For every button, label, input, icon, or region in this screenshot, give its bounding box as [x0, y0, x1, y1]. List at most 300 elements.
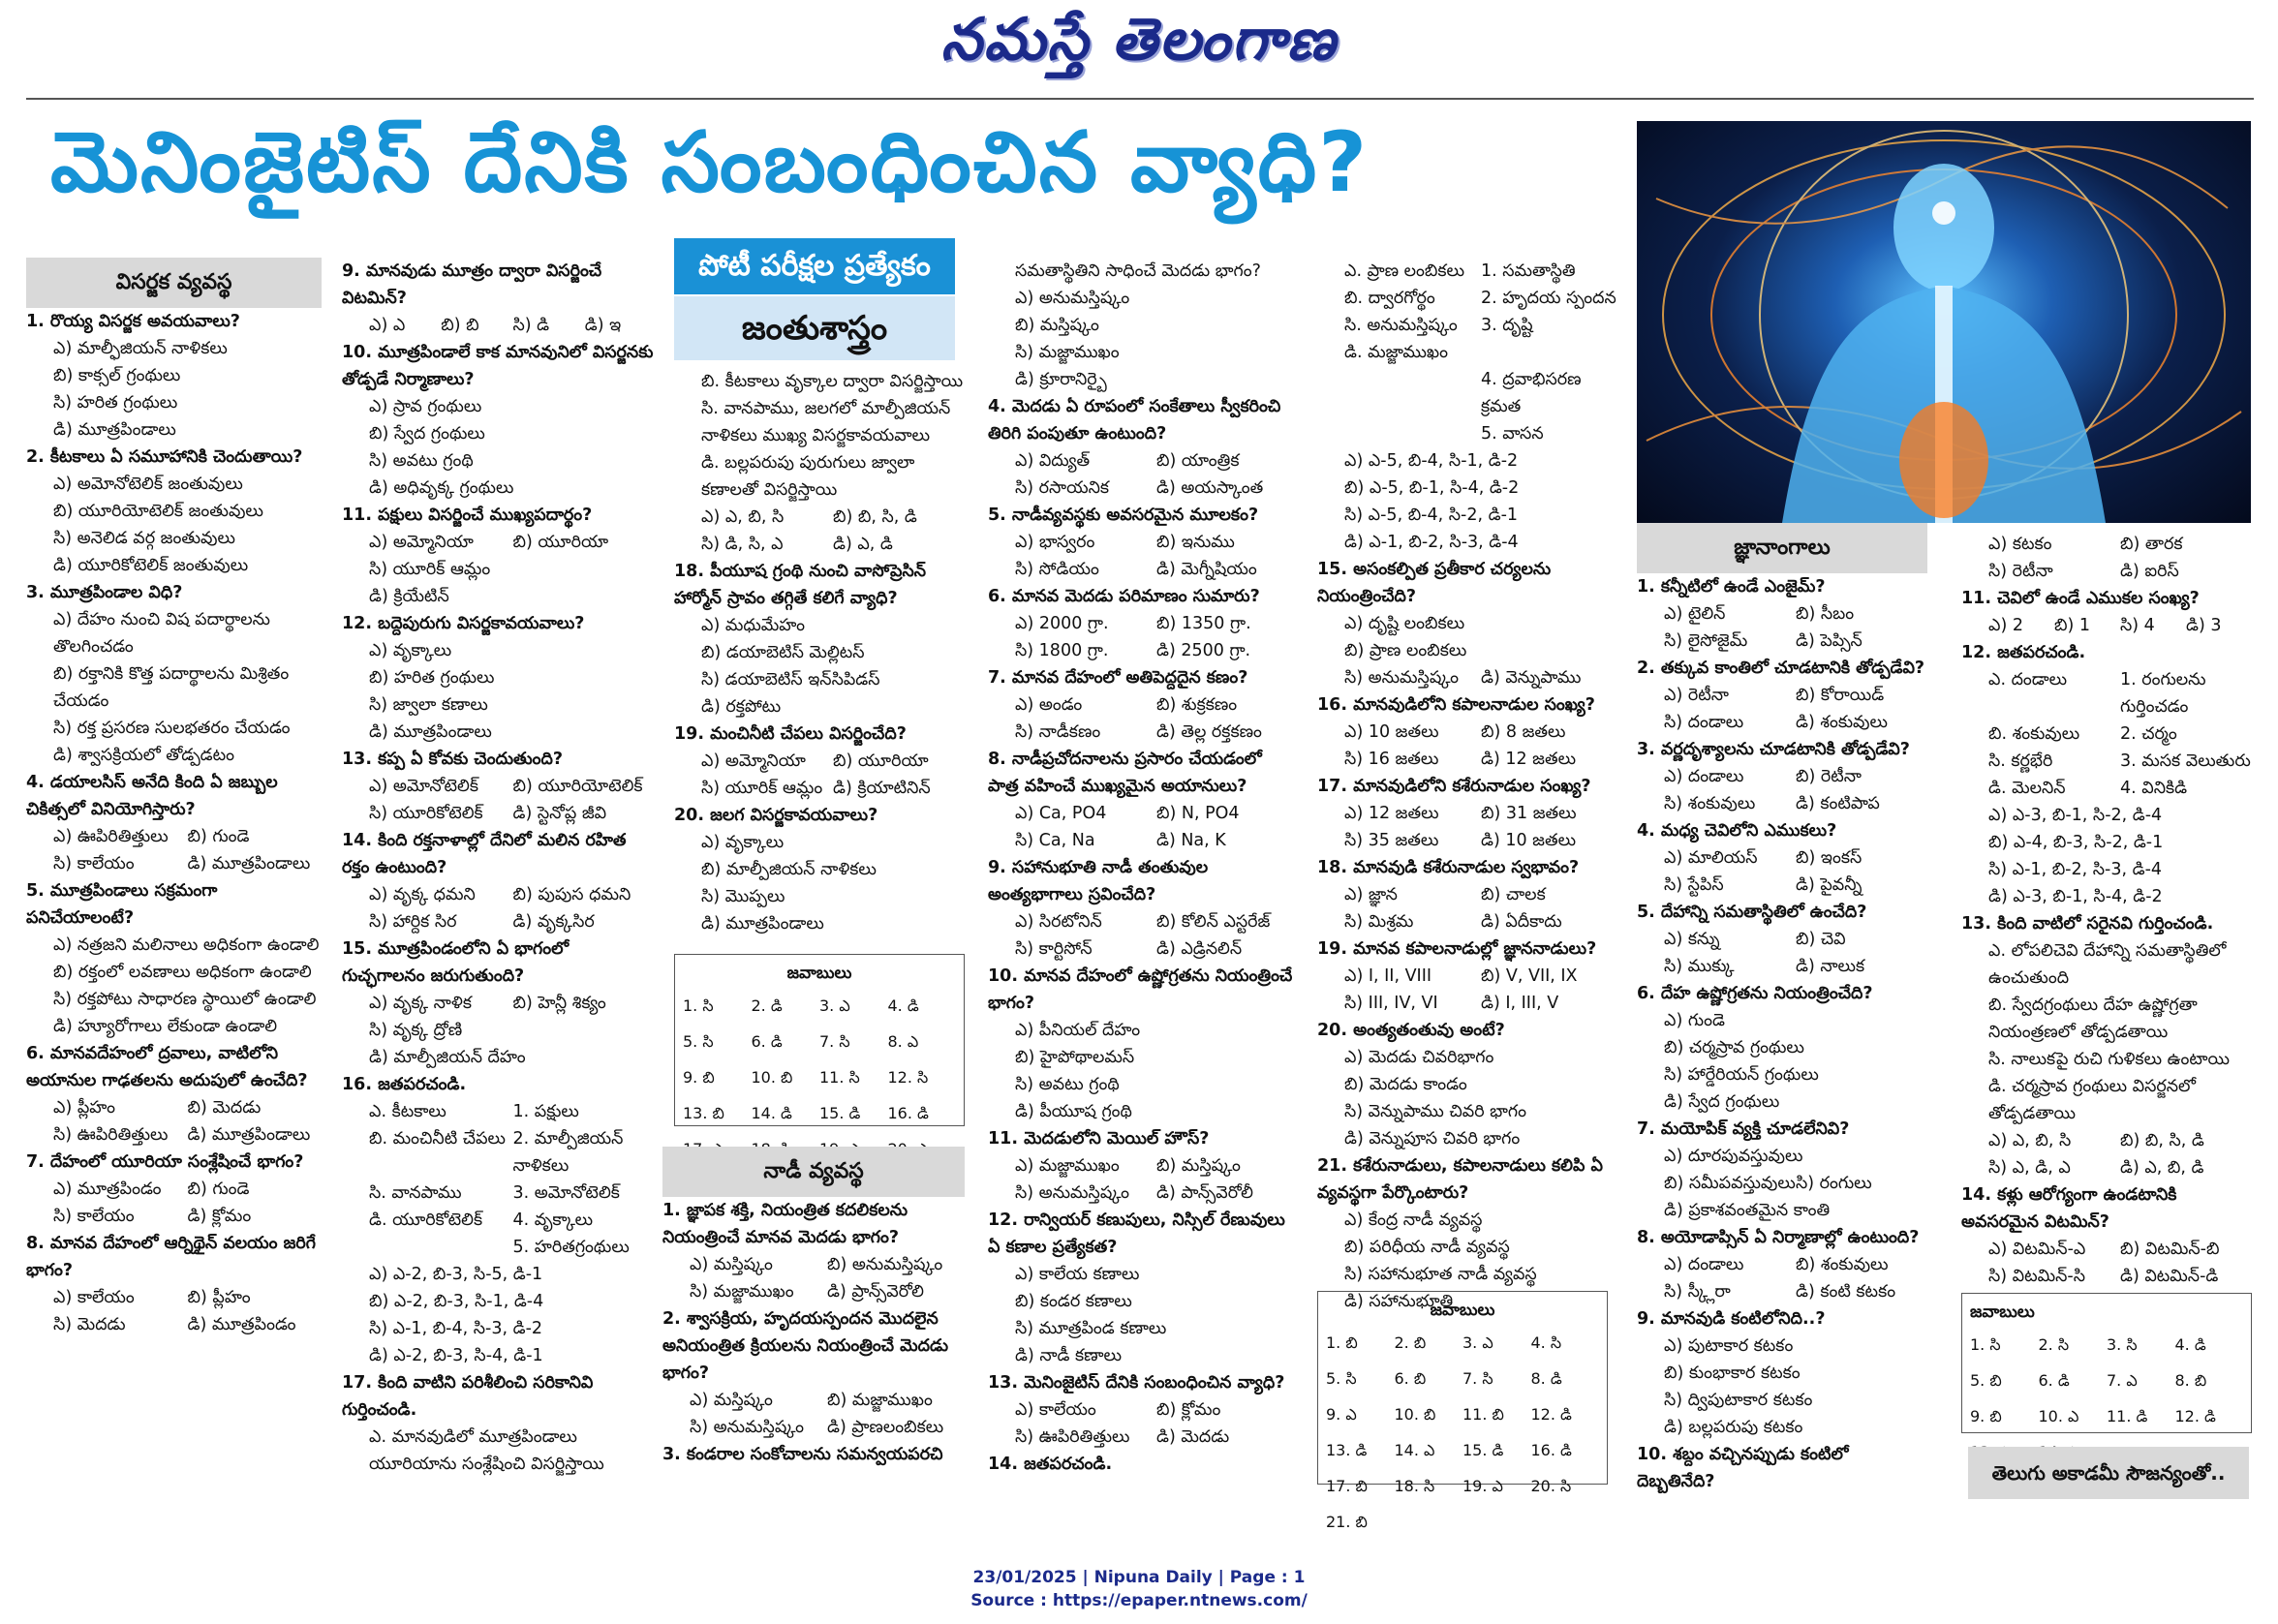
section-title-nervous: నాడీ వ్యవస్థ	[662, 1147, 965, 1197]
option: బి) రెటీనా	[1796, 767, 1862, 786]
option: డి) ఎ-2, బి-3, సి-4, డి-1	[369, 1346, 543, 1365]
option: డి) ప్రకాశవంతమైన కాంతి	[1664, 1201, 1831, 1220]
answer-item: 16. డి	[887, 1104, 929, 1122]
answer-item: 3. ఎ	[819, 996, 850, 1015]
option: డి) 10 జతలు	[1481, 831, 1577, 850]
option: బి) సీబం	[1796, 604, 1855, 624]
excretion-questions-part2	[342, 258, 657, 1478]
option: ఎ) నత్రజని మలినాలు అధికంగా ఉండాలి	[53, 935, 320, 955]
option: బి) కోలిన్ ఎస్టరేజ్	[1156, 912, 1271, 932]
question: 10. శబ్దం వచ్చినప్పుడు కంటిలో దెబ్బతినేది?	[1637, 1445, 1849, 1491]
column-3-bottom	[662, 1147, 965, 1468]
question: 20. అంత్యతంతువు అంటే?	[1317, 1021, 1505, 1040]
option-row	[988, 447, 1298, 475]
option: డి) Na, K	[1156, 831, 1226, 850]
answer-item: 4. సి	[1530, 1333, 1562, 1352]
option-row	[1961, 612, 2252, 639]
option: డి) వృక్కసిర	[512, 912, 595, 932]
question: 11. చెవిలో ఉండే ఎముకల సంఖ్య?	[1961, 589, 2200, 608]
option: సి) రక్తపోటు సాధారణ స్థాయిలో ఉండాలి	[53, 990, 317, 1009]
option-row	[662, 1387, 965, 1414]
option: ఎ) మధుమేహం	[701, 616, 806, 635]
option: డి) అధివృక్క గ్రంథులు	[369, 478, 514, 498]
question: 16. జతపరచండి.	[342, 1075, 467, 1094]
option-row	[1961, 1154, 2252, 1181]
question: 2. కీటకాలు ఏ సమూహానికి చెందుతాయి?	[26, 447, 303, 467]
option: సి) విటమిన్-సి	[1988, 1267, 2086, 1286]
answers-box-excretion	[674, 954, 965, 1126]
option: ఎ) దూరపువస్తువులు	[1664, 1147, 1803, 1166]
option: సి) ఊపిరితిత్తులు	[1015, 1427, 1130, 1447]
option-row	[342, 1180, 657, 1207]
option: డి) ఎ, డి	[833, 535, 893, 554]
option: డి) వెన్నుపూస చివరి భాగం	[1344, 1129, 1521, 1149]
option-row	[1317, 800, 1617, 827]
option: బి) యాంత్రిక	[1156, 451, 1240, 471]
option: డి) మూత్రపిండాలు	[701, 914, 824, 934]
option-row	[342, 773, 657, 800]
option: డి) మూత్రపిండాలు	[187, 1125, 311, 1145]
option: ఎ) ఎ	[369, 316, 406, 335]
excretion-questions-part1	[26, 308, 322, 1338]
option-row	[1317, 908, 1617, 935]
option: సి) అనెలిడ వర్గ జంతువులు	[53, 529, 235, 548]
option-row	[1317, 285, 1617, 312]
option: డి) ఇ	[584, 316, 622, 335]
option-row	[1317, 366, 1617, 420]
question: 4. మెదడు ఏ రూపంలో సంకేతాలు స్వీకరించి తిరిగి పంపుతూ ఉంటుంది?	[988, 397, 1281, 444]
option: ఎ) జ్ఞాన	[1344, 885, 1398, 904]
column-1	[26, 258, 322, 1338]
answer-item: 14. డి	[751, 1104, 792, 1122]
option: 2. మాల్పీజియన్ నాళికలు	[512, 1129, 624, 1176]
option: బి. శంకువులు	[1988, 724, 2080, 744]
answer-item: 9. ఎ	[1326, 1405, 1357, 1424]
option: సి) లైసోజైమ్	[1664, 631, 1748, 651]
option: ఎ) విద్యుత్	[1015, 451, 1091, 471]
option: ఎ) దండాలు	[1664, 767, 1744, 786]
option-row	[342, 800, 657, 827]
hero-illustration	[1637, 121, 2251, 523]
option: బి) ఎ-4, బి-3, సి-2, డి-1	[1988, 833, 2164, 852]
option: ఎ. ప్రాణ లంబికలు	[1344, 261, 1464, 281]
answers-grid	[1326, 1325, 1599, 1540]
option: బి) ప్రాణ లంబికలు	[1344, 641, 1467, 660]
option	[1344, 420, 1481, 447]
question: 21. కశేరునాడులు, కపాలనాడులు కలిపి ఏ వ్యవస్థగా పేర్కొంటారు?	[1317, 1156, 1603, 1203]
option-row	[1637, 926, 1927, 953]
option: సి) ఊపిరితిత్తులు	[53, 1125, 169, 1145]
option: సి) డి	[512, 316, 550, 335]
option: డి) మూత్రపిండాలు	[369, 722, 492, 742]
option-row	[1637, 1278, 1927, 1305]
option-row	[342, 881, 657, 908]
option: డి) క్లోమం	[187, 1207, 252, 1226]
option: 4. ద్రవాభిసరణ క్రమత	[1481, 370, 1582, 416]
option: సి) డయాబెటిస్ ఇన్‌సిపిడస్	[701, 670, 880, 689]
option-row	[988, 691, 1298, 719]
option: సి) యూరిక్ ఆమ్లం	[701, 779, 823, 798]
option: ఎ) పుటాకార కటకం	[1664, 1336, 1794, 1356]
option: డి) స్టెనోప్ల జీవి	[512, 804, 607, 823]
option: డి) కంటిపాప	[1796, 794, 1880, 813]
option-row	[1317, 420, 1617, 447]
option: సి) వెన్నుపాము చివరి భాగం	[1344, 1102, 1526, 1121]
option: బి) మస్తిష్కం	[1015, 316, 1099, 335]
question: 15. అసంకల్పిత ప్రతీకార చర్యలను నియంత్రించేది?	[1317, 560, 1552, 606]
answers-box-senses	[1961, 1293, 2252, 1433]
option: బి) మాల్పీజియన్ నాళికలు	[701, 860, 877, 879]
option: సి) ఎ-5, బి-4, సి-2, డి-1	[1344, 506, 1519, 525]
option: బి) మెదడు	[187, 1098, 262, 1118]
option-row	[988, 719, 1298, 746]
option: బి) 1350 గ్రా.	[1156, 614, 1251, 633]
option: డి. బల్లపరుపు పురుగులు జ్వాలా కణాలతో విసర్జిస్తాయి	[701, 453, 915, 500]
option: ఎ. మానవుడిలో మూత్రపిండాలు యూరియాను సంశ్లేషించి విసర్జిస్తాయి	[369, 1427, 604, 1474]
option: డి) ప్రాన్స్‌వెరోలి	[827, 1282, 924, 1302]
answer-item: 5. సి	[1326, 1369, 1357, 1388]
option: డి) రక్తపోటు	[701, 697, 782, 717]
option: ఎ) అమోనోటెలిక్ జంతువులు	[53, 475, 243, 494]
option: సమతాస్థితిని సాధించే మెదడు భాగం?	[1015, 261, 1261, 281]
option-row	[1317, 312, 1617, 339]
option: బి) బి, సి, డి	[833, 507, 917, 527]
option: సి. కర్ణభేరి	[1988, 751, 2053, 771]
option: ఎ) ఎ-2, బి-3, సి-5, డి-1	[369, 1265, 543, 1284]
option-row	[1317, 963, 1617, 990]
option: సి) డి, సి, ఎ	[701, 535, 784, 554]
option: డి) ప్రాణలంబికలు	[827, 1418, 944, 1437]
option: ఎ) విటమిన్-ఎ	[1988, 1240, 2086, 1259]
option: డి) అయస్కాంత	[1156, 478, 1264, 498]
option: డి) సహానుభూతి	[1344, 1292, 1454, 1311]
answer-item: 8. ఎ	[887, 1032, 919, 1051]
option: డి) ఎడ్రినలిన్	[1156, 939, 1243, 959]
question: 13. కింది వాటిలో సరైనవి గుర్తించండి.	[1961, 914, 2214, 934]
answers-box-nervous	[1317, 1291, 1608, 1531]
option: ఎ) అమ్మోనియా	[369, 533, 474, 552]
option: ఎ) టైలిన్	[1664, 604, 1726, 624]
option: డి) క్రియేటిన్	[369, 587, 449, 606]
option: డి) నాడీ కణాలు	[1015, 1346, 1123, 1365]
option: ఎ) అనుమస్తిష్కం	[1015, 289, 1130, 308]
question: 10. మూత్రపిండాలే కాక మానవునిలో విసర్జనకు తోడ్పడే నిర్మాణాలు?	[342, 343, 654, 389]
option: బి) హెన్లీ శిక్యం	[512, 994, 606, 1013]
option: సి) రసాయనిక	[1015, 478, 1110, 498]
option: బి) యూరియా	[833, 751, 929, 771]
option-row	[26, 1094, 322, 1121]
option-row	[1317, 719, 1617, 746]
option: సి) వృక్క ద్రోణి	[369, 1021, 463, 1040]
question: 1. రొయ్య విసర్జక అవయవాలు?	[26, 312, 240, 331]
option: సి) యూరిక్ ఆమ్లం	[369, 560, 491, 579]
option-row	[988, 475, 1298, 502]
option	[1344, 366, 1481, 420]
option-row	[988, 1180, 1298, 1207]
option-row	[988, 637, 1298, 664]
answer-item: 3. ఎ	[1462, 1333, 1493, 1352]
question: 14. జతపరచండి.	[988, 1455, 1113, 1474]
masthead	[0, 6, 2278, 74]
answers-title: జవాబులు	[1970, 1302, 2035, 1322]
option: డి. మెలనిన్	[1988, 779, 2066, 798]
question: 6. మానవ మెదడు పరిమాణం సుమారు?	[988, 587, 1260, 606]
question: 18. మానవుడి కశేరునాడుల స్వభావం?	[1317, 858, 1580, 877]
option-row	[1637, 600, 1927, 628]
option: బి. కీటకాలు వృక్కాల ద్వారా విసర్జిస్తాయి	[701, 372, 964, 391]
question: 10. మానవ దేహంలో ఉష్ణోగ్రతను నియంత్రించే భాగం?	[988, 966, 1293, 1013]
option: బి) విటమిన్-బి	[2120, 1240, 2220, 1259]
option: 3. మసక వెలుతురు	[2120, 751, 2251, 771]
option-row	[342, 908, 657, 935]
option: ఎ) అండం	[1015, 695, 1083, 715]
option: ఎ) 12 జతలు	[1344, 804, 1439, 823]
option-row	[342, 1234, 657, 1261]
answer-item: 4. డి	[887, 996, 919, 1015]
option-row	[674, 531, 965, 558]
option: సి) ద్విపుటాకార కటకం	[1664, 1391, 1813, 1410]
option: సి) స్క్లీరా	[1664, 1282, 1731, 1302]
option: సి) స్టేపిస్	[1664, 875, 1724, 895]
option: డి) 12 జతలు	[1481, 750, 1577, 769]
question: 4. మధ్య చెవిలోని ఎముకలు?	[1637, 821, 1837, 841]
option: డి) క్రియాటినిన్	[833, 779, 931, 798]
option-row	[988, 556, 1298, 583]
option: ఎ) ఎ, బి, సి	[1988, 1131, 2072, 1150]
option: బి) హైపోథాలమస్	[1015, 1048, 1135, 1067]
option: డి) ఎ, బి, డి	[2120, 1158, 2204, 1178]
option-row	[1317, 827, 1617, 854]
option: సి) ఎ, డి, ఎ	[1988, 1158, 2071, 1178]
option: ఎ) ఎ, బి, సి	[701, 507, 785, 527]
option: బి) ఎ-5, బి-1, సి-4, డి-2	[1344, 478, 1520, 498]
excretion-questions-part3	[674, 368, 965, 937]
option-row	[1961, 1263, 2252, 1290]
option: ఎ) దృష్టి లంబికలు	[1344, 614, 1465, 633]
answer-item: 20. సి	[1530, 1477, 1572, 1495]
option: బి) చెవి	[1796, 930, 1846, 949]
option-row	[26, 1284, 322, 1311]
option: 5. హరితగ్రంథులు	[512, 1238, 630, 1257]
senses-questions-part2	[1961, 531, 2252, 1290]
option: బి) క్లోమం	[1156, 1400, 1221, 1420]
option-row	[26, 1311, 322, 1338]
option: బి) N, PO4	[1156, 804, 1240, 823]
option: డి) ఎ-1, బి-2, సి-3, డి-4	[1344, 533, 1519, 552]
option: బి) పరిధీయ నాడీ వ్యవస్థ	[1344, 1238, 1510, 1257]
option: 2. చర్మం	[2120, 724, 2177, 744]
option: బి) ఇనుము	[1156, 533, 1235, 552]
option: సి) జ్వాలా కణాలు	[369, 695, 488, 715]
option: సి) 16 జతలు	[1344, 750, 1439, 769]
option: బి) 31 జతలు	[1481, 804, 1577, 823]
answer-item: 17. బి	[1326, 1477, 1368, 1495]
option-row	[342, 1125, 657, 1180]
answer-item: 11. సి	[819, 1068, 860, 1087]
option-row	[26, 1203, 322, 1230]
option: ఎ) మాలియస్	[1664, 848, 1758, 868]
option: ఎ) 2000 గ్రా.	[1015, 614, 1109, 633]
option: సి) అవటు గ్రంథి	[1015, 1075, 1120, 1094]
option: బి) మజ్జాముఖం	[827, 1391, 933, 1410]
question: 4. డయాలసిస్ అనేది కింది ఏ జబ్బుల చికిత్సలో వినియోగిస్తారు?	[26, 773, 278, 819]
option: సి. వానపాము	[369, 1183, 462, 1203]
answer-item: 6. బి	[1394, 1369, 1427, 1388]
option: డి) క్రూరానిర్బై	[1015, 370, 1107, 389]
section-title-senses: జ్ఞానాంగాలు	[1637, 523, 1927, 573]
answer-item: 1. సి	[683, 996, 714, 1015]
option: సి) మూత్రపిండ కణాలు	[1015, 1319, 1167, 1338]
answer-item: 11. డి	[2107, 1407, 2148, 1425]
answer-item: 8. డి	[1530, 1369, 1562, 1388]
option: సి) ఎ-1, బి-4, సి-3, డి-2	[369, 1319, 543, 1338]
option: ఎ) మెదడు చివరిభాగం	[1344, 1048, 1494, 1067]
option: బి) గుండె	[187, 1180, 250, 1199]
question: 9. మానవుడు మూత్రం ద్వారా విసర్జించే విటమిన్?	[342, 261, 602, 308]
option-row	[1637, 763, 1927, 790]
option-row	[342, 1207, 657, 1234]
option: బి) కుంభాకార కటకం	[1664, 1364, 1801, 1383]
option: డి) పైవన్నీ	[1796, 875, 1862, 895]
option: బి) చాలక	[1481, 885, 1546, 904]
option-row	[342, 990, 657, 1017]
option: డి) 3	[2186, 616, 2222, 635]
option: ఎ) 2	[1988, 616, 2023, 635]
question: 5. మూత్రపిండాలు సక్రమంగా పనిచేయాలంటే?	[26, 881, 218, 928]
option: ఎ) మాల్ఫీజియన్ నాళికలు	[53, 339, 228, 358]
option: 2. హృదయ స్పందన	[1481, 289, 1616, 308]
question: 9. మానవుడి కంటిలోనిది..?	[1637, 1309, 1826, 1329]
question: 9. సహానుభూతి నాడీ తంతువుల అంత్యభాగాలు స్రవించేది?	[988, 858, 1209, 904]
option: సి) కాలేయం	[53, 854, 135, 873]
option: ఎ) దేహం నుంచి విష పదార్థాలను తొలగించడం	[53, 610, 270, 657]
option: ఎ) సిరటోనిన్	[1015, 912, 1102, 932]
option: బి) 8 జతలు	[1481, 722, 1566, 742]
option: సి. నాలుకపై రుచి గుళికలు ఉంటాయి	[1988, 1050, 2231, 1069]
nervous-questions-part1	[662, 1197, 965, 1468]
option: సి. అనుమస్తిష్కం	[1344, 316, 1458, 335]
question: 19. మానవ కపాలనాడుల్లో జ్ఞాననాడులు?	[1317, 939, 1597, 959]
option: డి) శ్వాసక్రియలో తోడ్పడటం	[53, 746, 235, 765]
answer-item: 16. డి	[1530, 1441, 1572, 1459]
option: బి) హరిత గ్రంథులు	[369, 668, 495, 688]
answer-item: 5. బి	[1970, 1371, 2002, 1390]
option-row	[1961, 1236, 2252, 1263]
option: ఎ) భాస్వరం	[1015, 533, 1095, 552]
column-6	[1637, 523, 1927, 1495]
option: ఎ) కాలేయం	[1015, 1400, 1096, 1420]
option: ఎ) కన్ను	[1664, 930, 1720, 949]
option: సి) అనుమస్తిష్కం	[1015, 1183, 1130, 1203]
answer-item: 21. బి	[1326, 1513, 1368, 1531]
option: బి) శుక్రకణం	[1156, 695, 1238, 715]
special-badge: పోటీ పరీక్షల ప్రత్యేకం	[674, 238, 955, 294]
option: సి) రెటీనా	[1988, 562, 2053, 581]
option: డి) పీయూష గ్రంథి	[1015, 1102, 1132, 1121]
option: ఎ) కేంద్ర నాడీ వ్యవస్థ	[1344, 1210, 1483, 1230]
option: సి) దండాలు	[1664, 713, 1744, 732]
option: బి) కండర కణాలు	[1015, 1292, 1132, 1311]
option: బి) సమీపవస్తువులు	[1664, 1174, 1796, 1193]
option: సి) హార్దిక సిర	[369, 912, 457, 932]
option: డి) మెదడు	[1156, 1427, 1230, 1447]
option-row	[1637, 682, 1927, 709]
question: 20. జలగ విసర్జకావయవాలు?	[674, 806, 878, 825]
column-2	[342, 258, 657, 1478]
question: 3. కండరాల సంకోచాలను సమన్వయపరచి	[662, 1445, 943, 1464]
option: బి) రక్తంలో లవణాలు అధికంగా ఉండాలి	[53, 963, 312, 982]
option: బి) ప్లీహం	[187, 1288, 251, 1307]
option: సి) యూరికోటెలిక్	[369, 804, 483, 823]
question: 13. కప్ప ఏ కోవకు చెందుతుంది?	[342, 750, 564, 769]
option: సి) సహానుభూత నాడీ వ్యవస్థ	[1344, 1265, 1537, 1284]
option: బి) రక్తానికి కొత్త పదార్థాలను మిశ్రితం చేయడం	[53, 664, 290, 711]
question: 14. కింది రక్తనాళాల్లో దేనిలో మలిన రహిత రక్తం ఉంటుంది?	[342, 831, 627, 877]
answer-item: 5. సి	[683, 1032, 714, 1051]
option: బి) బి, సి, డి	[2120, 1131, 2204, 1150]
question: 15. మూత్రపిండంలోని ఏ భాగంలో గుచ్ఛగాలనం జరుగుతుంది?	[342, 939, 570, 986]
answer-item: 6. డి	[751, 1032, 783, 1051]
option-row	[1317, 746, 1617, 773]
answer-item: 13. డి	[1326, 1441, 1368, 1459]
option: సి) శంకువులు	[1664, 794, 1756, 813]
option: ఎ) 10 జతలు	[1344, 722, 1439, 742]
option: బి) మెదడు కాండం	[1344, 1075, 1467, 1094]
option: ఎ) వృక్క ధమని	[369, 885, 476, 904]
option: ఎ. లోపలిచెవి దేహాన్ని సమతాస్థితిలో ఉంచుతుంది	[1988, 941, 2227, 988]
option: బి) పుపుస ధమని	[512, 885, 631, 904]
question: 12. బద్దెపురుగు విసర్జకావయవాలు?	[342, 614, 585, 633]
question: 11. మెదడులోని మెయిల్ హౌస్?	[988, 1129, 1210, 1149]
question: 12. రాన్వియర్ కణుపులు, నిస్సిల్ రేణువులు ఏ కణాల ప్రత్యేకత?	[988, 1210, 1285, 1257]
option: బి) శంకువులు	[1796, 1255, 1889, 1274]
option-row	[1637, 953, 1927, 980]
option: బి) స్వేద గ్రంథులు	[369, 424, 485, 444]
option-row	[988, 1396, 1298, 1424]
option: ఎ) మజ్జాముఖం	[1015, 1156, 1120, 1176]
option: డి) మూత్రపిండం	[187, 1315, 296, 1334]
option: డి) ఎ-3, బి-1, సి-4, డి-2	[1988, 887, 2163, 906]
option: సి) మెదడు	[53, 1315, 126, 1334]
option: సి) నాడీకణం	[1015, 722, 1101, 742]
option: బి) డయాబెటిస్ మెల్లిటస్	[701, 643, 865, 662]
option: బి. స్వేదగ్రంథులు దేహ ఉష్ణోగ్రతా నియంత్రణలో తోడ్పడతాయి	[1988, 996, 2198, 1042]
option-row	[1637, 844, 1927, 872]
option-row	[674, 504, 965, 531]
answer-item: 10. ఎ	[2038, 1407, 2079, 1425]
senses-questions-part1	[1637, 573, 1927, 1495]
option-row	[988, 908, 1298, 935]
option: ఎ) పీనియల్ దేహం	[1015, 1021, 1141, 1040]
option: సి) రంగులు	[1796, 1174, 1872, 1193]
answer-item: 10. బి	[1394, 1405, 1436, 1424]
option: సి) 35 జతలు	[1344, 831, 1439, 850]
nervous-questions-part2	[988, 258, 1298, 1478]
option: బి) గుండె	[187, 827, 250, 846]
option: డి) మూత్రపిండాలు	[187, 854, 311, 873]
option: ఎ) ఎ-3, బి-1, సి-2, డి-4	[1988, 806, 2163, 825]
question: 7. మానవ దేహంలో అతిపెద్దదైన కణం?	[988, 668, 1248, 688]
question: 17. కింది వాటిని పరిశీలించి సరికానివి గుర్తించండి.	[342, 1373, 594, 1420]
option: ఎ) కాలేయం	[53, 1288, 135, 1307]
option: బి. ద్వారగోర్థం	[1344, 289, 1435, 308]
option: డి) మూత్రపిండాలు	[53, 420, 176, 440]
option-row	[26, 850, 322, 877]
option: బి) బి	[441, 316, 479, 335]
option: బి) కోరాయిడ్	[1796, 686, 1885, 705]
option-row	[1317, 990, 1617, 1017]
answer-item: 8. బి	[2174, 1371, 2207, 1390]
